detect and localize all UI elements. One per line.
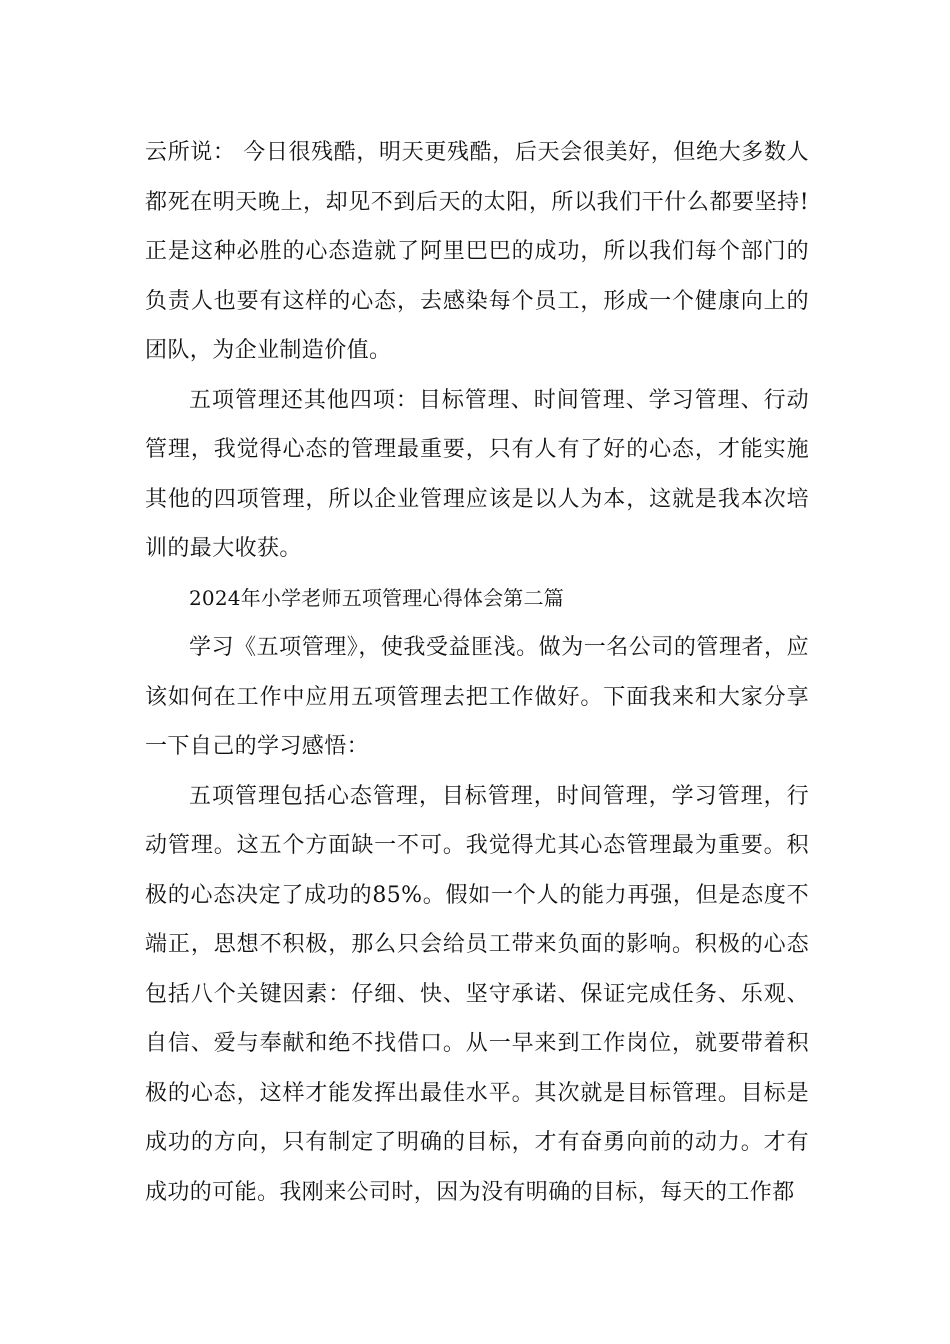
paragraph-continuation: 云所说： 今日很残酷，明天更残酷，后天会很美好，但绝大多数人都死在明天晚上，却见不到后天的太阳，所以我们干什么都要坚持!正是这种必胜的心态造就了阿里巴巴的成功，所以我们每个部门的负责人也要有这样的心态，去感染每个员工，形成一个健康向上的团队，为企业制造价值。 bbox=[145, 140, 809, 363]
paragraph-five-management-detail: 五项管理包括心态管理，目标管理，时间管理，学习管理，行动管理。这五个方面缺一不可。我觉得尤其心态管理最为重要。积极的心态决定了成功的85%。假如一个人的能力再强，但是态度不端正，思想不积极，那么只会给员工带来负面的影响。积极的心态包括八个关键因素：仔细、快、坚守承诺、保证完成任务、乐观、自信、爱与奉献和绝不找借口。从一早来到工作岗位，就要带着积极的心态，这样才能发挥出最佳水平。其次就是目标管理。目标是成功的方向，只有制定了明确的目标，才有奋勇向前的动力。才有成功的可能。我刚来公司时，因为没有明确的目标，每天的工作都 bbox=[145, 783, 809, 1205]
section-heading: 2024年小学老师五项管理心得体会第二篇 bbox=[189, 585, 564, 610]
document-body bbox=[145, 128, 809, 1217]
paragraph-intro: 学习《五项管理》，使我受益匪浅。做为一名公司的管理者，应该如何在工作中应用五项管理去把工作做好。下面我来和大家分享一下自己的学习感悟： bbox=[145, 635, 809, 759]
paragraph-five-management-summary: 五项管理还其他四项：目标管理、时间管理、学习管理、行动管理，我觉得心态的管理最重要，只有人有了好的心态，才能实施其他的四项管理，所以企业管理应该是以人为本，这就是我本次培训的最大收获。 bbox=[145, 387, 809, 561]
